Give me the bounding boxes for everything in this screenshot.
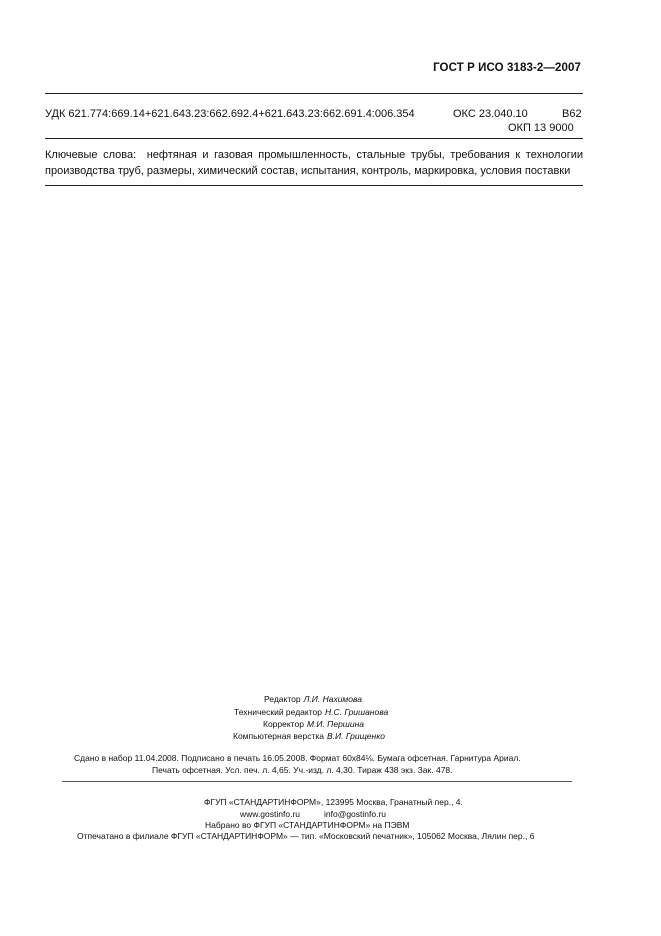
publisher-address: ФГУП «СТАНДАРТИНФОРМ», 123995 Москва, Гранатный пер., 4. (204, 797, 463, 807)
credit-editor: Редактор Л.И. Нахимова (264, 694, 362, 704)
document-code: ГОСТ Р ИСО 3183-2—2007 (433, 62, 581, 74)
credit-proofreader: Корректор М.И. Першина (263, 719, 364, 729)
udk-code: УДК 621.774:669.14+621.643.23:662.692.4+621.643.23:662.691.4:006.354 (45, 108, 415, 120)
print-info-line2: Печать офсетная. Усл. печ. л. 4,65. Уч.-изд. л. 4,30. Тираж 438 экз. Зак. 478. (152, 765, 453, 775)
header-divider (45, 93, 583, 94)
keywords-paragraph (45, 147, 583, 179)
printed-info: Отпечатано в филиале ФГУП «СТАНДАРТИНФОРМ» — тип. «Московский печатник», 105062 Москва, Лялин пер., 6 (77, 831, 535, 841)
imprint-divider (62, 781, 572, 782)
okp-code: ОКП 13 9000 (508, 122, 574, 134)
classification-divider (45, 138, 583, 139)
print-info-line1: Сдано в набор 11.04.2008. Подписано в печать 16.05.2008. Формат 60х84⅛. Бумага офсетная. Гарнитура Ариал. (74, 753, 521, 763)
publisher-website: www.gostinfo.ru (240, 809, 300, 819)
keywords-label: Ключевые слова: (45, 149, 137, 161)
credit-tech-editor: Технический редактор Н.С. Гришанова (234, 707, 389, 717)
publisher-email: info@gostinfo.ru (324, 809, 387, 819)
credit-layout: Компьютерная верстка В.И. Грищенко (233, 731, 385, 741)
typeset-info: Набрано во ФГУП «СТАНДАРТИНФОРМ» на ПЭВМ (205, 820, 410, 830)
keywords-divider (45, 185, 583, 186)
group-code: В62 (562, 108, 582, 120)
oks-code: ОКС 23.040.10 (453, 108, 528, 120)
keywords-text: нефтяная и газовая промышленность, стальные трубы, требования к технологии производства труб, размеры, химический состав, испытания, контроль, маркировка, условия поставки (45, 149, 583, 177)
